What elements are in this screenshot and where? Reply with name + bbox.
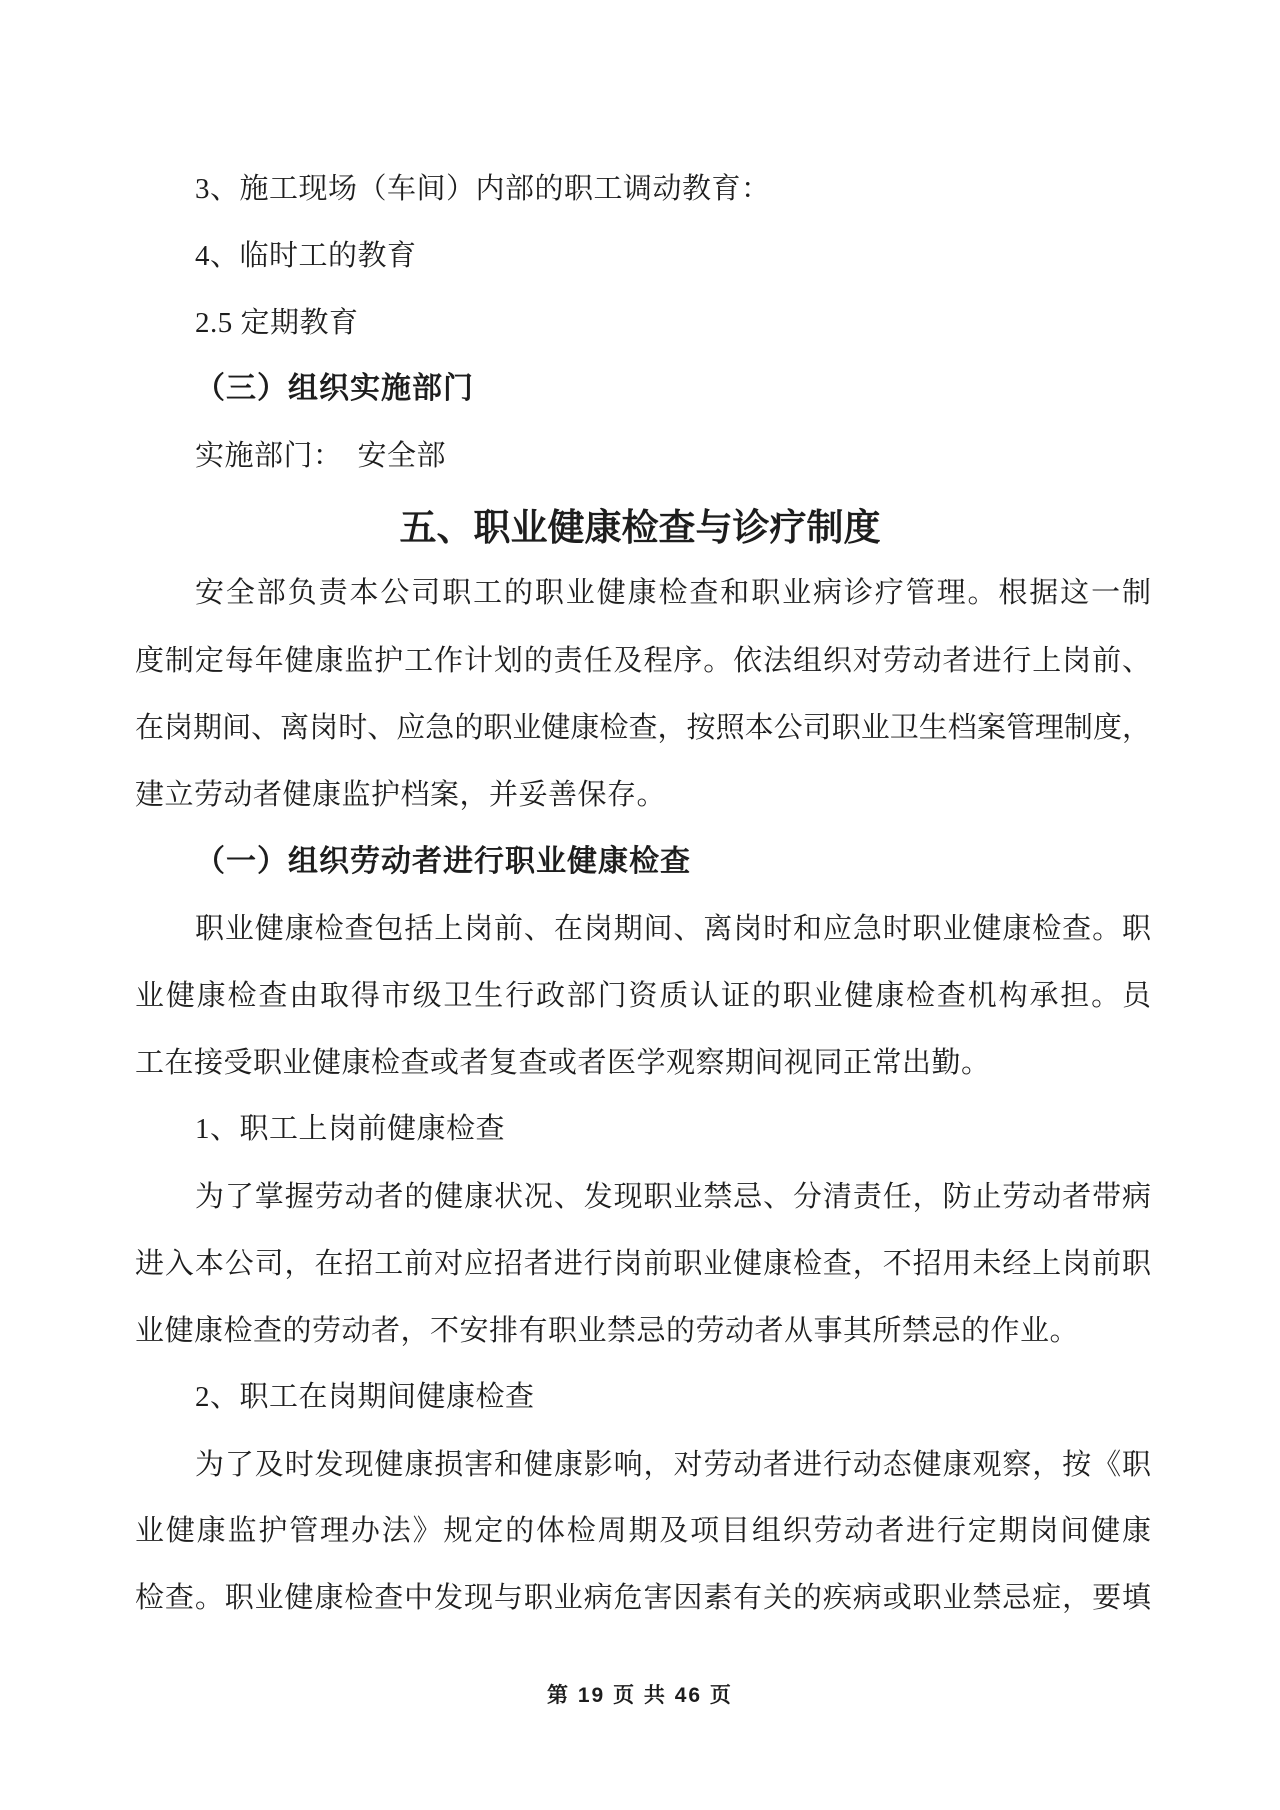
list-item-3: 3、施工现场（车间）内部的职工调动教育： — [195, 173, 771, 205]
list-item-1-pre-job-check: 1、职工上岗前健康检查 — [195, 1113, 506, 1145]
para-4-line-2: 业健康监护管理办法》规定的体检周期及项目组织劳动者进行定期岗间健康 — [135, 1515, 1151, 1547]
para-1-line-1: 安全部负责本公司职工的职业健康检查和职业病诊疗管理。根据这一制 — [195, 577, 1151, 609]
para-3-line-2: 进入本公司，在招工前对应招者进行岗前职业健康检查，不招用未经上岗前职 — [135, 1248, 1151, 1280]
para-1-line-4: 建立劳动者健康监护档案，并妥善保存。 — [135, 779, 667, 811]
section-2-5-heading: 2.5 定期教育 — [195, 307, 359, 339]
page-footer: 第 19 页 共 46 页 — [547, 1684, 733, 1707]
para-4-line-1: 为了及时发现健康损害和健康影响，对劳动者进行动态健康观察，按《职 — [195, 1449, 1151, 1481]
para-3-line-1: 为了掌握劳动者的健康状况、发现职业禁忌、分清责任，防止劳动者带病 — [195, 1181, 1151, 1213]
para-2-line-2: 业健康检查由取得市级卫生行政部门资质认证的职业健康检查机构承担。员 — [135, 980, 1151, 1012]
para-2-line-3: 工在接受职业健康检查或者复查或者医学观察期间视同正常出勤。 — [135, 1047, 991, 1079]
implementation-dept-line: 实施部门： 安全部 — [195, 440, 447, 472]
chapter-heading-occupational-health: 五、职业健康检查与诊疗制度 — [399, 507, 881, 548]
para-1-line-3: 在岗期间、离岗时、应急的职业健康检查，按照本公司职业卫生档案管理制度， — [135, 712, 1151, 744]
para-2-line-1: 职业健康检查包括上岗前、在岗期间、离岗时和应急时职业健康检查。职 — [195, 913, 1151, 945]
list-item-2-on-job-check: 2、职工在岗期间健康检查 — [195, 1381, 535, 1413]
para-4-line-3: 检查。职业健康检查中发现与职业病危害因素有关的疾病或职业禁忌症，要填 — [135, 1582, 1151, 1614]
para-3-line-3: 业健康检查的劳动者，不安排有职业禁忌的劳动者从事其所禁忌的作业。 — [135, 1315, 1080, 1347]
subsection-heading-health-check: （一）组织劳动者进行职业健康检查 — [195, 845, 691, 878]
subsection-heading-org-dept: （三）组织实施部门 — [195, 372, 474, 405]
para-1-line-2: 度制定每年健康监护工作计划的责任及程序。依法组织对劳动者进行上岗前、 — [135, 645, 1151, 677]
list-item-4: 4、临时工的教育 — [195, 240, 417, 272]
